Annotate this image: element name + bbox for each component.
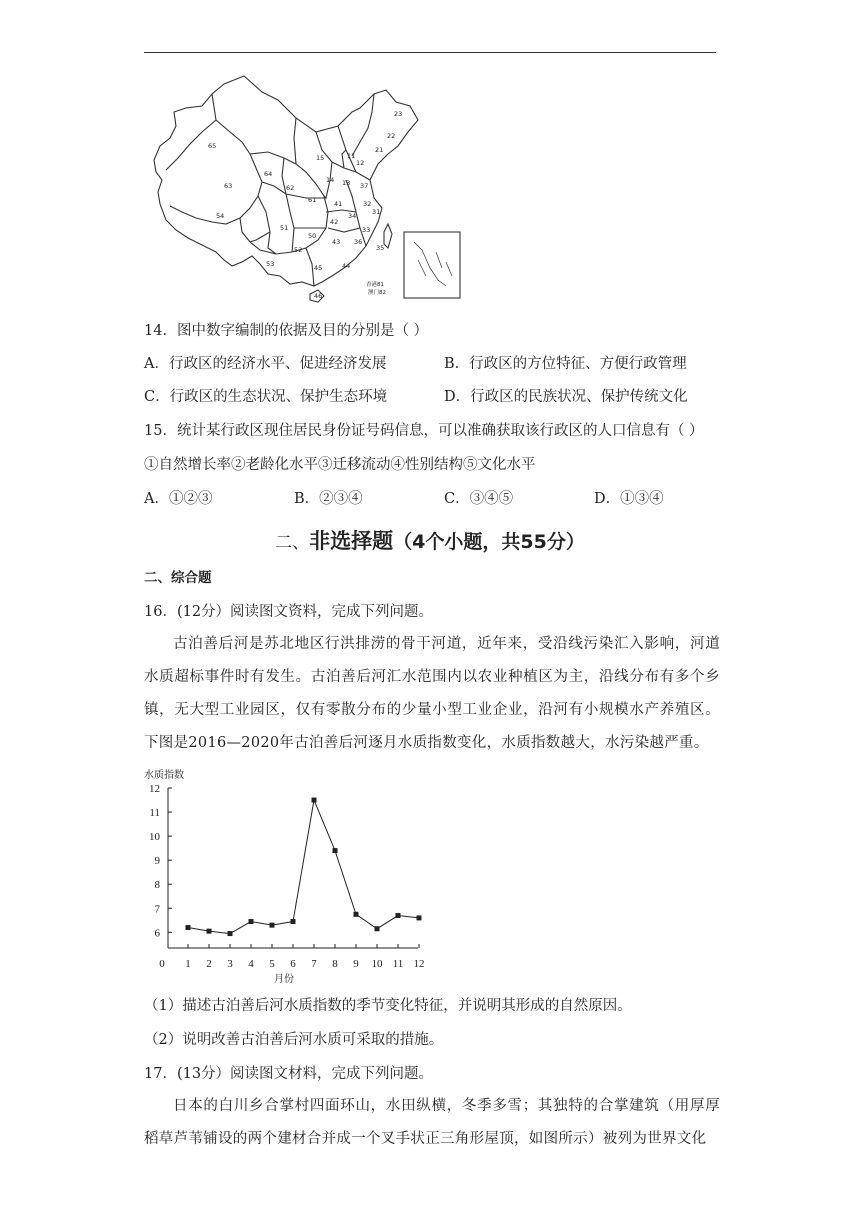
svg-text:50: 50 [308,232,317,240]
svg-text:23: 23 [394,110,403,118]
data-point [333,848,338,853]
water-quality-chart [142,764,432,986]
x-tick-label: 5 [269,958,275,970]
x-tick-label: 9 [353,958,359,970]
data-point [291,919,296,924]
x-tick-label: 2 [206,958,212,970]
section-heading [0,525,860,555]
q15-option-b[interactable]: B．②③④ [294,491,363,507]
svg-text:62: 62 [286,184,295,192]
q16-subquestion-2: （2）说明改善古泊善后河水质可采取的措施。 [144,1032,444,1048]
svg-text:22: 22 [387,132,396,140]
q16-subquestion-1: （1）描述古泊善后河水质指数的季节变化特征，并说明其形成的自然原因。 [144,998,632,1014]
x-tick-label: 10 [371,958,383,970]
series-line [188,800,419,934]
y-tick-label: 11 [149,807,160,820]
data-point [228,931,233,936]
origin-label: 0 [159,958,165,970]
svg-text:澳门82: 澳门82 [368,290,386,296]
q15-option-c[interactable]: C．③④⑤ [444,491,514,507]
data-point [417,915,422,920]
q16-paragraph: 古泊善后河是苏北地区行洪排涝的骨干河道，近年来，受沿线污染汇入影响，河道水质超标事件时有发生。古泊善后河汇水范围内以农业种植区为主，沿线分布有多个乡镇，无大型工业园区，仅有零散分布的少量小型工业企业，沿河有小规模水产养殖区。下图是2016—2020年古泊善后河逐月水质指数变化，水质指数越大，水污染越严重。 [144,636,720,751]
svg-text:37: 37 [360,182,369,190]
q17-paragraph: 日本的白川乡合掌村四面环山，水田纵横，冬季多雪；其独特的合掌建筑（用厚厚稻草芦苇铺设的两个建材合并成一个叉手状正三角形屋顶，如图所示）被列为世界文化 [144,1098,720,1147]
x-tick-label: 7 [311,958,317,970]
svg-text:43: 43 [332,238,341,246]
chart-ylabel: 水质指数 [144,770,184,781]
svg-text:34: 34 [348,212,357,220]
svg-text:45: 45 [314,264,323,272]
q14-option-c[interactable]: C．行政区的生态状况、保护生态环境 [144,389,388,405]
x-tick-label: 3 [227,958,233,970]
svg-text:21: 21 [375,146,384,154]
china-outline [154,76,418,286]
x-tick-label: 11 [392,958,404,970]
data-point [396,913,401,918]
q15-stem: 15．统计某行政区现住居民身份证号码信息，可以准确获取该行政区的人口信息有（ ） [144,423,704,439]
svg-text:31: 31 [372,208,381,216]
y-tick-label: 9 [154,855,160,868]
svg-text:65: 65 [208,142,217,150]
x-tick-label: 8 [332,958,338,970]
q16-stem: 16．(12分）阅读图文资料，完成下列问题。 [144,604,434,620]
header-rule [144,52,716,53]
south-china-sea-inset [404,232,460,298]
y-tick-label: 12 [149,783,160,795]
q14-stem: 14．图中数字编制的依据及目的分别是（ ） [144,323,429,339]
svg-text:53: 53 [266,260,275,268]
data-point [312,798,317,803]
y-tick-label: 10 [149,831,160,844]
taiwan-island [384,224,392,248]
svg-text:44: 44 [342,262,351,270]
q15-items: ①自然增长率②老龄化水平③迁移流动④性别结构⑤文化水平 [144,457,536,473]
section-tail: （4个小题，共55分） [393,531,585,553]
q15-option-a[interactable]: A．①②③ [144,491,213,507]
svg-text:36: 36 [354,238,363,246]
svg-text:32: 32 [363,200,372,208]
data-point [186,925,191,930]
x-tick-label: 4 [248,958,254,970]
svg-text:42: 42 [330,218,339,226]
svg-text:54: 54 [216,212,225,220]
y-tick-label: 7 [154,903,160,916]
x-tick-label: 6 [290,958,296,970]
svg-text:15: 15 [316,154,325,162]
svg-text:46: 46 [314,292,323,300]
q14-option-d[interactable]: D．行政区的民族状况、保护传统文化 [444,389,688,405]
x-tick-label: 1 [185,958,191,970]
svg-text:51: 51 [280,224,289,232]
q17-stem: 17．(13分）阅读图文材料，完成下列问题。 [144,1066,434,1082]
y-tick-label: 6 [154,927,160,940]
q15-option-d[interactable]: D．①③④ [594,491,664,507]
svg-text:63: 63 [224,182,233,190]
svg-text:52: 52 [294,246,303,254]
svg-text:11: 11 [347,152,356,160]
q14-option-b[interactable]: B．行政区的方位特征、方便行政管理 [444,356,687,372]
svg-text:香港81: 香港81 [366,282,384,288]
y-tick-label: 8 [154,879,160,892]
svg-text:61: 61 [308,196,317,204]
x-tick-label: 12 [413,958,425,970]
data-point [270,923,275,928]
svg-text:33: 33 [362,226,371,234]
q14-option-a[interactable]: A．行政区的经济水平、促进经济发展 [144,356,387,372]
data-point [354,912,359,917]
data-point [207,929,212,934]
svg-text:12: 12 [356,159,365,167]
chart-xlabel: 月份 [274,974,294,985]
data-point [375,926,380,931]
svg-text:64: 64 [264,170,273,178]
section-prefix: 二、 [275,533,310,553]
section-title: 非选择题 [309,529,394,553]
svg-text:13: 13 [342,179,351,187]
svg-text:41: 41 [334,200,343,208]
data-point [249,919,254,924]
svg-text:14: 14 [326,176,335,184]
subsection-title: 二、综合题 [144,570,212,586]
china-province-map [146,72,466,308]
svg-text:35: 35 [376,244,385,252]
